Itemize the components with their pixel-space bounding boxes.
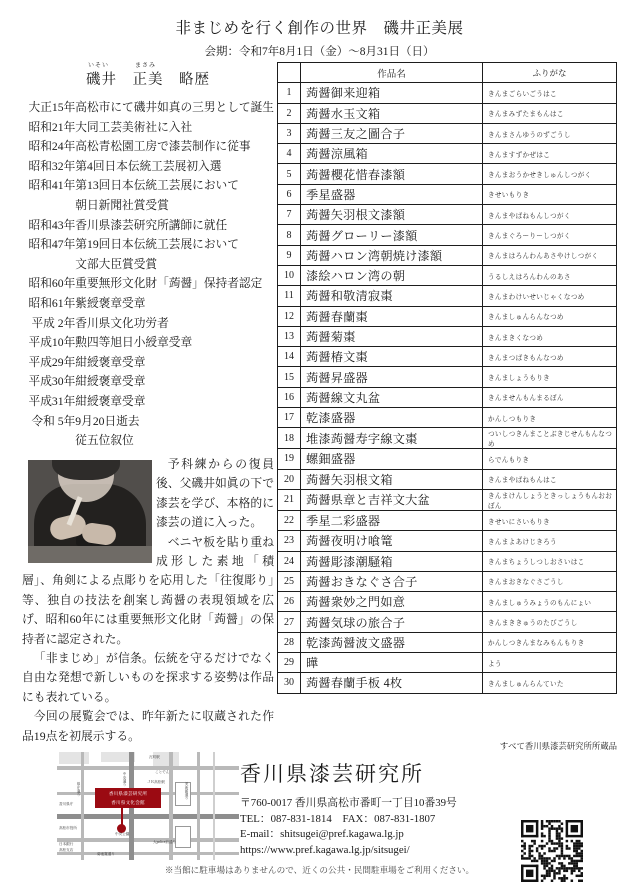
work-name: 蒟醤御来迎箱 [301, 83, 483, 103]
work-furigana: きんましょうもりき [483, 367, 617, 387]
biography-row [22, 196, 274, 216]
biography-row [22, 137, 274, 157]
col-header-furigana: ふりがな [483, 63, 617, 83]
work-number: 18 [278, 428, 301, 449]
work-furigana: かんしつもりき [483, 408, 617, 428]
biography-event: 第19回日本伝統工芸展において [75, 238, 239, 252]
biography-event: 9月20日逝去 [75, 414, 140, 428]
table-row [278, 510, 617, 530]
ruby-given: まさみ [135, 63, 157, 69]
profile-heading-text: 磯井 正美 略歴 [86, 72, 210, 88]
map-label-street-b: 美術館通り [185, 782, 189, 800]
work-number: 13 [278, 326, 301, 346]
table-row [278, 612, 617, 632]
table-row [278, 632, 617, 652]
table-row [278, 489, 617, 510]
work-number: 15 [278, 367, 301, 387]
work-furigana: かんしつきんまなみもんもりき [483, 632, 617, 652]
map-road [57, 852, 239, 855]
work-number: 19 [278, 449, 301, 469]
work-name: 蒟醤矢羽根文漆額 [301, 205, 483, 225]
work-number: 23 [278, 531, 301, 551]
map-road-main [57, 814, 239, 819]
work-furigana: きんまおきなぐさごうし [483, 571, 617, 591]
biography-event: 重要無形文化財「蒟醤」保持者認定 [75, 277, 263, 291]
institute-address: 〒760-0017 香川県高松市番町一丁目10番39号 [240, 797, 457, 809]
map-callout-line1: 香川県漆芸研究所 [108, 791, 148, 796]
work-name: 乾漆盛器 [301, 408, 483, 428]
work-number: 4 [278, 144, 301, 164]
parking-note: ※当館に駐車場はありませんので、近くの公共・民間駐車場をご利用ください。 [164, 865, 475, 875]
work-furigana: きんまちょうしつしおさいはこ [483, 551, 617, 571]
exhibition-period: 会期：令和7年8月1日（金）～8月31日（日） [204, 46, 435, 58]
map-railway [213, 752, 215, 860]
biography-row [22, 255, 274, 275]
institute-email[interactable]: E-mail：shitsugei@pref.kagawa.lg.jp [240, 828, 404, 841]
work-name: 蒟醤彫漆潮騒箱 [301, 551, 483, 571]
work-name: 蒟醤春蘭棗 [301, 306, 483, 326]
work-number: 10 [278, 265, 301, 285]
map-label-street-a: 大police前通り [153, 840, 177, 844]
profile-section [22, 60, 274, 451]
work-number: 14 [278, 347, 301, 367]
table-row [278, 144, 617, 164]
institute-url[interactable]: https://www.pref.kagawa.lg.jp/sitsugei/ [240, 843, 410, 856]
table-row [278, 326, 617, 346]
work-number: 9 [278, 245, 301, 265]
biography-era [22, 196, 75, 216]
table-row [278, 551, 617, 571]
work-furigana: きんまきくなつめ [483, 326, 617, 346]
biography-row [22, 98, 274, 118]
biography-era: 昭和43年 [28, 218, 76, 232]
biography-era: 平成31年 [28, 394, 76, 408]
biography-event: 紺綬褒章受章 [75, 394, 146, 408]
work-number: 1 [278, 83, 301, 103]
work-name: 蒟醤線文丸盆 [301, 387, 483, 407]
work-furigana: きんましゅんらんなつめ [483, 306, 617, 326]
work-number: 17 [278, 408, 301, 428]
work-number: 20 [278, 469, 301, 489]
biography-event: 従五位叙位 [75, 434, 134, 448]
biography-event: 香川県漆芸研究所講師に就任 [75, 218, 228, 232]
work-number: 27 [278, 612, 301, 632]
institute-name: 香川県漆芸研究所 [240, 762, 424, 786]
map-label-bank-branch: 高松支店 [59, 848, 74, 852]
biography-row [22, 412, 274, 432]
map-road [57, 838, 239, 842]
header [0, 16, 639, 59]
map-station [175, 826, 191, 848]
work-name: 蒟醤衆妙之門如意 [301, 592, 483, 612]
profile-heading [22, 60, 274, 90]
table-row [278, 245, 617, 265]
work-name: 蒟醤県章と吉祥文大盆 [301, 489, 483, 510]
body-paragraph-3: 「非まじめ」が信条。伝統を守るだけでなく自由な発想で新しいものを探求する姿勢は作品にも表れている。 [22, 651, 274, 704]
biography-era: 昭和41年 [28, 179, 76, 193]
institute-contact [240, 796, 540, 858]
table-row [278, 449, 617, 469]
body-paragraph-4: 今回の展覧会では、昨年新たに収蔵された作品19点を初展示する。 [22, 709, 274, 743]
work-furigana: きんまわけいせいじゃくなつめ [483, 286, 617, 306]
biography-row [22, 216, 274, 236]
work-furigana: うるしえはろんわんのあさ [483, 265, 617, 285]
biography-row [22, 176, 274, 196]
biography-era: 平成29年 [28, 355, 76, 369]
table-row [278, 592, 617, 612]
biography-era: 昭和24年 [28, 140, 76, 154]
collection-footnote: すべて香川県漆芸研究所所蔵品 [499, 742, 617, 751]
work-name: 螺鈿盛器 [301, 449, 483, 469]
table-row [278, 571, 617, 591]
table-row [278, 469, 617, 489]
map-label-city-hall: 高松市役所 [59, 826, 77, 830]
biography-era: 平成10年 [28, 336, 76, 350]
work-number: 28 [278, 632, 301, 652]
biography-row [22, 274, 274, 294]
biography-era: 昭和60年 [28, 277, 76, 291]
work-name: 蒟醤ハロン湾朝焼け漆額 [301, 245, 483, 265]
map-road-vertical [81, 752, 84, 860]
work-name: 蒟醤グローリー漆額 [301, 225, 483, 245]
work-number: 6 [278, 184, 301, 204]
work-name: 蒟醤水玉文箱 [301, 103, 483, 123]
biography-row [22, 392, 274, 412]
table-row [278, 306, 617, 326]
work-furigana: きんますずかぜはこ [483, 144, 617, 164]
photo-text-wrap-spacer [22, 455, 156, 559]
work-furigana: きんまさんゆうのずごうし [483, 123, 617, 143]
work-number: 8 [278, 225, 301, 245]
biography-event: 文部大臣賞受賞 [75, 257, 158, 271]
works-table-header-row [278, 63, 617, 83]
table-row [278, 408, 617, 428]
biography-era [22, 431, 75, 451]
work-furigana: よう [483, 653, 617, 673]
work-number: 7 [278, 205, 301, 225]
work-name: 蒟醤おきなぐさ合子 [301, 571, 483, 591]
map-label-street-c: 菊池寛通り [97, 852, 115, 856]
work-furigana: きせいにさいもりき [483, 510, 617, 530]
work-furigana: きんまよあけじきろう [483, 531, 617, 551]
table-row [278, 103, 617, 123]
table-row [278, 531, 617, 551]
biography-row [22, 353, 274, 373]
map-road-vertical [197, 752, 200, 860]
map-callout [95, 788, 161, 808]
biography-row [22, 431, 274, 451]
col-header-number [278, 63, 301, 83]
table-row [278, 123, 617, 143]
table-row [278, 164, 617, 184]
work-number: 11 [278, 286, 301, 306]
biography-era: 大正15年 [28, 101, 76, 114]
table-row [278, 673, 617, 693]
work-name: 蒟醤昇盛器 [301, 367, 483, 387]
biography-event: 高松青松園工房で漆芸制作に従事 [75, 140, 251, 154]
map-label-chuo-dori: 中央通り [123, 772, 127, 787]
work-name: 蒟醤櫻花惜春漆額 [301, 164, 483, 184]
work-name: 蒟醤夜明け喰篭 [301, 531, 483, 551]
work-number: 26 [278, 592, 301, 612]
work-name: 季星盛器 [301, 184, 483, 204]
biography-era: 平成30年 [28, 375, 76, 389]
work-number: 16 [278, 387, 301, 407]
work-furigana: きんまみずたまもんはこ [483, 103, 617, 123]
work-furigana: きんまつばきもんなつめ [483, 347, 617, 367]
work-number: 22 [278, 510, 301, 530]
work-furigana: きんまごらいごうはこ [483, 83, 617, 103]
table-row [278, 286, 617, 306]
work-number: 12 [278, 306, 301, 326]
biography-era: 平成 2年 [31, 316, 76, 330]
works-table [277, 62, 617, 694]
work-name: 季星二彩盛器 [301, 510, 483, 530]
work-furigana: きんましゅうみょうのもんにょい [483, 592, 617, 612]
map-label-bank: 日本銀行 [59, 842, 74, 846]
work-furigana: きんまやばねもんはこ [483, 469, 617, 489]
work-name: 蒟醤涼風箱 [301, 144, 483, 164]
biography-era [22, 255, 75, 275]
work-furigana: きんまやばねもんしつがく [483, 205, 617, 225]
table-row [278, 83, 617, 103]
biography-event: 第4回日本伝統工芸展初入選 [75, 159, 222, 173]
map-label-jr-takamatsu: ＪＲ高松駅 [147, 780, 165, 784]
work-furigana: ついしつきんまことぶきじせんもんなつめ [483, 428, 617, 449]
map-callout-line2: 香川県文化会館 [111, 800, 145, 806]
map-block [59, 752, 89, 764]
biography-event: 朝日新聞社賞受賞 [75, 198, 169, 212]
page-title: 非まじめを行く創作の世界 磯井正美展 [175, 20, 464, 37]
biography-event: 勲四等旭日小綬章受章 [75, 336, 193, 350]
biography-event: 香川県文化功労者 [75, 316, 169, 330]
table-row [278, 387, 617, 407]
map-label-kotoden: ことでん [155, 770, 170, 774]
work-name: 蒟醤菊棗 [301, 326, 483, 346]
map-road [57, 766, 239, 770]
biography-row [22, 314, 274, 334]
work-number: 3 [278, 123, 301, 143]
work-name: 蒟醤矢羽根文箱 [301, 469, 483, 489]
biography-event: 紺綬褒章受章 [75, 355, 146, 369]
ruby-surname: いそい [88, 63, 110, 69]
work-furigana: きんませんもんまるぼん [483, 387, 617, 407]
work-number: 2 [278, 103, 301, 123]
biography-row [22, 157, 274, 177]
biography-table [22, 98, 274, 451]
table-row [278, 265, 617, 285]
work-furigana: きんましゅんらんていた [483, 673, 617, 693]
table-row [278, 367, 617, 387]
work-furigana: きせいもりき [483, 184, 617, 204]
map-label-kawaramachi: 瓦町駅 [149, 755, 160, 759]
institute-tel-fax: TEL：087-831-1814 FAX：087-831-1807 [240, 812, 436, 825]
work-number: 24 [278, 551, 301, 571]
work-name: 蒟醤椿文棗 [301, 347, 483, 367]
map-label-kencho-dori: 県庁通り [77, 782, 81, 797]
work-name: 蒟醤春蘭手板 4枚 [301, 673, 483, 693]
work-furigana: きんまはろんわんあさやけしつがく [483, 245, 617, 265]
biography-event: 紺綬褒章受章 [75, 375, 146, 389]
col-header-name: 作品名 [301, 63, 483, 83]
biography-era: 令和 5年 [31, 414, 76, 428]
biography-row [22, 235, 274, 255]
biography-event: 高松市にて磯井如真の三男として誕生 [75, 101, 274, 114]
access-map [57, 752, 239, 860]
work-furigana: きんまききゅうのたびごうし [483, 612, 617, 632]
table-row [278, 653, 617, 673]
work-number: 5 [278, 164, 301, 184]
biography-event: 紫綬褒章受章 [75, 296, 146, 310]
biography-row [22, 118, 274, 138]
biography-row [22, 333, 274, 353]
institute-block [240, 758, 540, 858]
work-name: 蒟醤和敬清寂棗 [301, 286, 483, 306]
map-label-kencho: 香川県庁 [59, 802, 74, 806]
map-label-central-park: 中央公園 [115, 832, 130, 836]
work-furigana: きんまぐろーりーしつがく [483, 225, 617, 245]
work-name: 乾漆蒟醤波文盛器 [301, 632, 483, 652]
table-row [278, 428, 617, 449]
work-number: 30 [278, 673, 301, 693]
table-row [278, 184, 617, 204]
table-row [278, 347, 617, 367]
body-paragraph-2: ベニヤ板を貼り重ね成形した素地「積層」、角剣による点彫りを応用した「往復彫り」等、独自の技法を創案し蒟醤の表現領域を広げ、昭和60年には重要無形文化財「蒟醤」の保持者に認定された。 [22, 534, 274, 646]
work-furigana: らでんもりき [483, 449, 617, 469]
biography-event: 第13回日本伝統工芸展において [75, 179, 239, 193]
work-name: 堆漆蒟醤寿字線文棗 [301, 428, 483, 449]
body-text [22, 455, 274, 746]
biography-era: 昭和61年 [28, 296, 76, 310]
body-paragraph-1: 予科練からの復員後、父磯井如眞の下で漆芸を学び、本格的に漆芸の道に入った。 [156, 457, 274, 530]
biography-era: 昭和32年 [28, 159, 76, 173]
work-number: 29 [278, 653, 301, 673]
work-name: 蒟醤気球の旅合子 [301, 612, 483, 632]
work-number: 21 [278, 489, 301, 510]
work-name: 漆絵ハロン湾の朝 [301, 265, 483, 285]
table-row [278, 205, 617, 225]
work-name: 曄 [301, 653, 483, 673]
biography-row [22, 294, 274, 314]
work-furigana: きんまおうかせきしゅんしつがく [483, 164, 617, 184]
biography-row [22, 372, 274, 392]
work-furigana: きんまけんしょうときっしょうもんおおぼん [483, 489, 617, 510]
biography-era: 昭和47年 [28, 238, 76, 252]
work-number: 25 [278, 571, 301, 591]
table-row [278, 225, 617, 245]
biography-era: 昭和21年 [28, 120, 76, 134]
work-name: 蒟醤三友之圖合子 [301, 123, 483, 143]
biography-event: 大同工芸美術社に入社 [75, 120, 193, 134]
